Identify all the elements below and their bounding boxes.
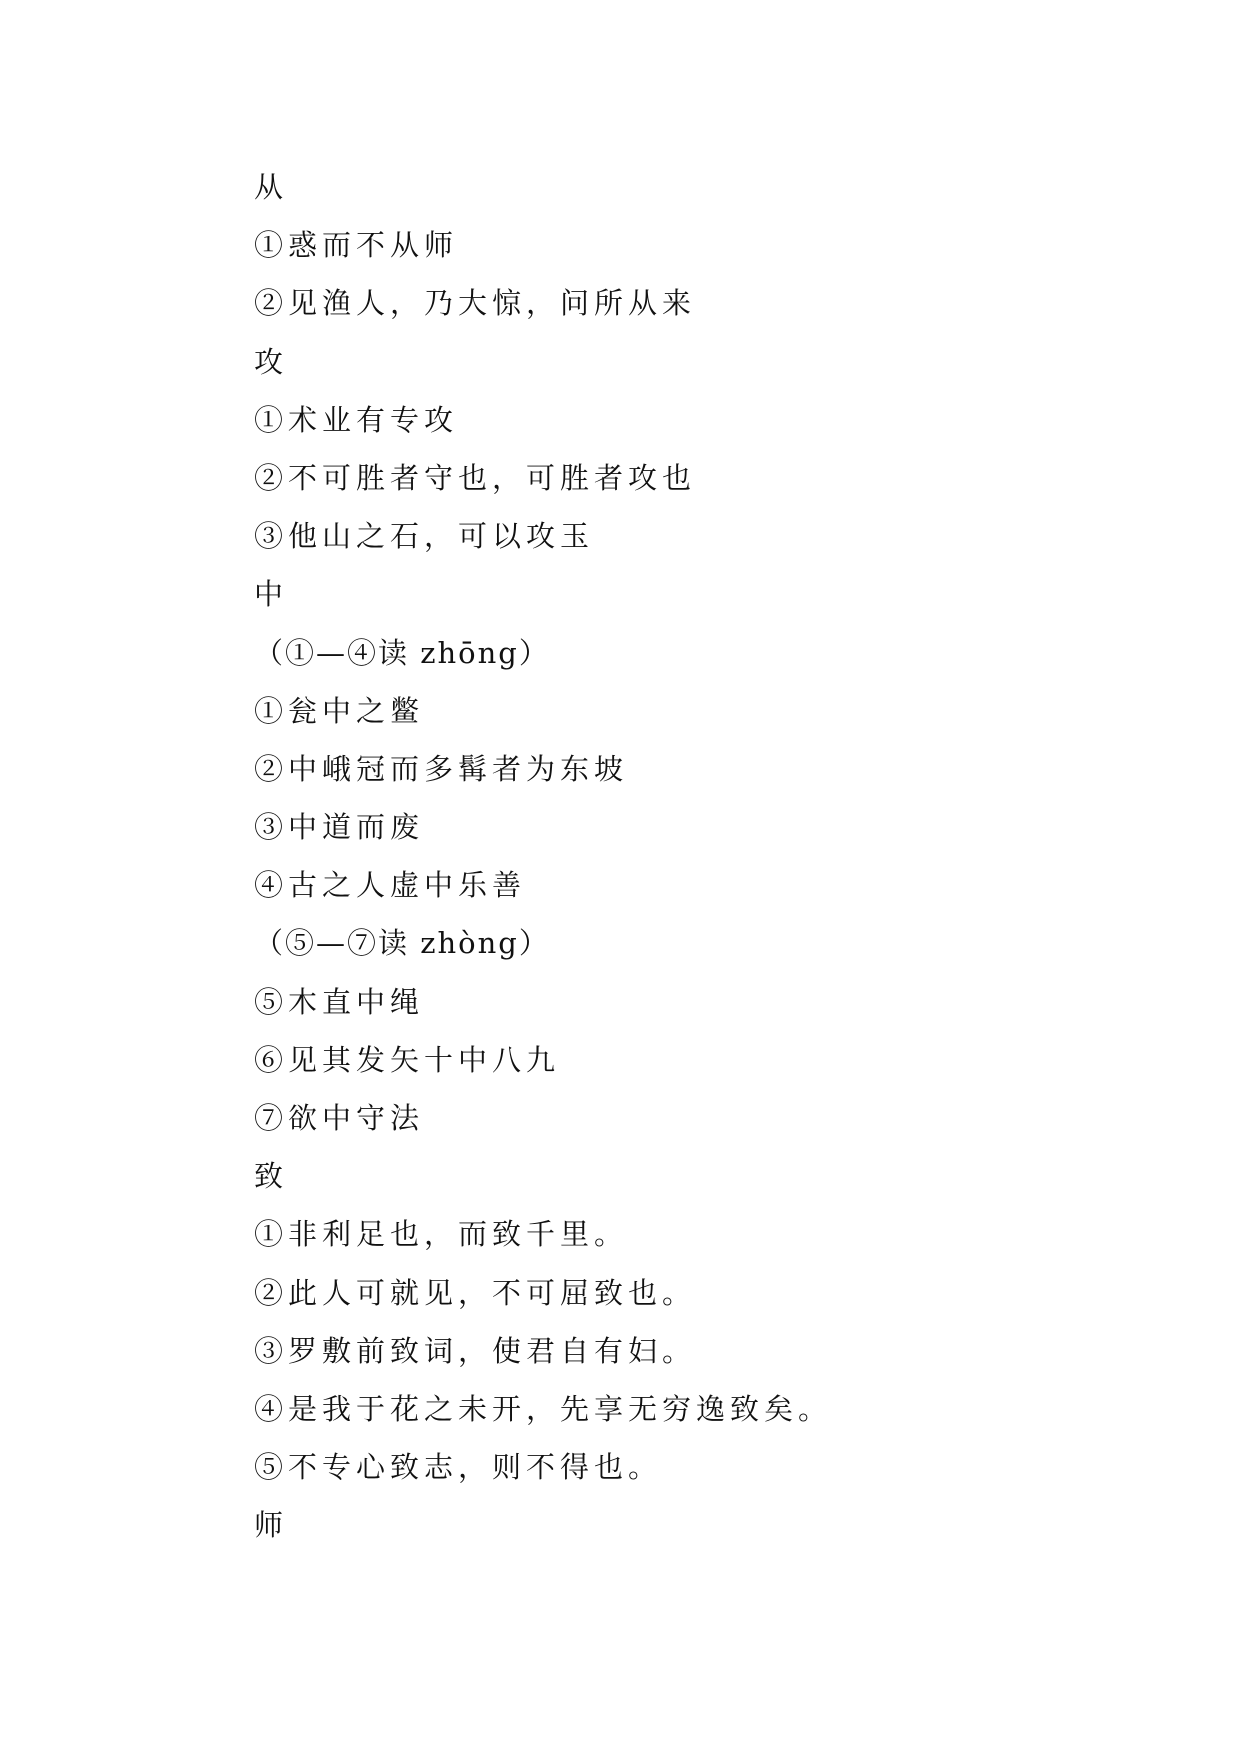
entry-heading-zhong: 中 [254, 577, 289, 612]
example-line: ⑤木直中绳 [254, 984, 425, 1019]
example-line: ①惑而不从师 [254, 228, 459, 263]
example-line: ④古之人虚中乐善 [254, 868, 527, 903]
example-line: ②不可胜者守也，可胜者攻也 [254, 460, 697, 495]
example-line: ①术业有专攻 [254, 402, 459, 437]
entry-heading-shi: 师 [254, 1508, 289, 1543]
entry-heading-zhi: 致 [254, 1159, 289, 1194]
example-line: ②见渔人，乃大惊，问所从来 [254, 286, 697, 321]
example-line: ③罗敷前致词，使君自有妇。 [254, 1333, 697, 1368]
example-line: ①非利足也，而致千里。 [254, 1217, 629, 1252]
pronunciation-note: （①—④读 zhōng） [254, 635, 550, 670]
example-line: ⑥见其发矢十中八九 [254, 1042, 561, 1077]
example-line: ②中峨冠而多髯者为东坡 [254, 751, 629, 786]
example-line: ④是我于花之未开，先享无穷逸致矣。 [254, 1391, 833, 1426]
example-line: ③他山之石，可以攻玉 [254, 519, 595, 554]
example-line: ⑦欲中守法 [254, 1101, 425, 1135]
example-line: ①瓮中之鳖 [254, 693, 425, 728]
entry-heading-gong: 攻 [254, 344, 289, 379]
entry-heading-cong: 从 [254, 170, 289, 204]
pronunciation-note: （⑤—⑦读 zhòng） [254, 926, 550, 961]
example-line: ③中道而废 [254, 810, 425, 845]
example-line: ②此人可就见，不可屈致也。 [254, 1275, 697, 1310]
document-body [254, 158, 1154, 1555]
example-line: ⑤不专心致志，则不得也。 [254, 1450, 663, 1485]
